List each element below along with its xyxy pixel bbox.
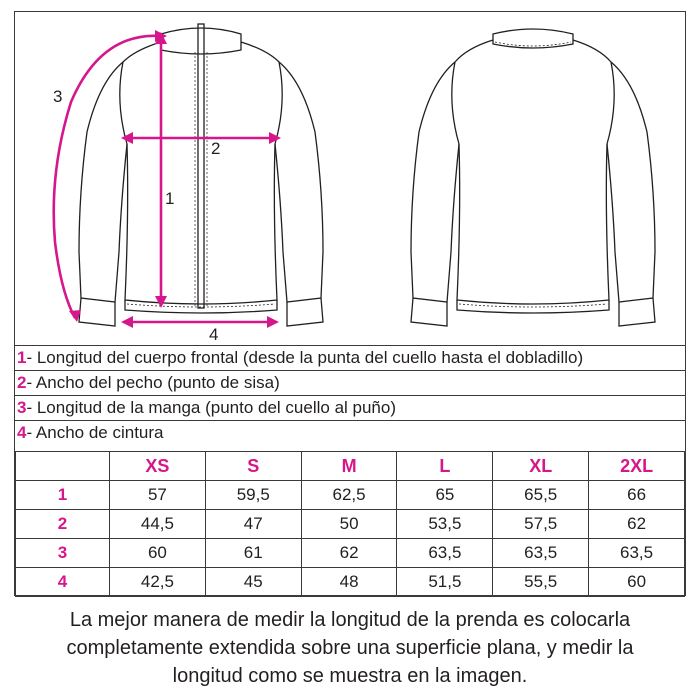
legend-num: 2 (17, 373, 27, 392)
front-collar (161, 28, 241, 54)
table-cell: 60 (589, 568, 685, 597)
table-cell: 61 (205, 539, 301, 568)
row-number: 3 (16, 539, 110, 568)
legend-num: 3 (17, 398, 27, 417)
arrow-sleeve-length (54, 36, 161, 318)
table-row (16, 510, 685, 539)
back-right-cuff (619, 298, 655, 326)
table-cell: 51,5 (397, 568, 493, 597)
table-cell: 42,5 (110, 568, 206, 597)
size-header-empty (16, 452, 110, 481)
table-cell: 47 (205, 510, 301, 539)
legend-text: - Longitud del cuerpo frontal (desde la punta del cuello hasta el dobladillo) (26, 348, 584, 367)
table-cell: 48 (301, 568, 397, 597)
front-left-cuff (79, 298, 115, 326)
legend-row-2 (15, 370, 685, 395)
table-cell: 53,5 (397, 510, 493, 539)
legend-num: 1 (17, 348, 27, 367)
row-number: 1 (16, 481, 110, 510)
table-cell: 65,5 (493, 481, 589, 510)
size-header-m: M (301, 452, 397, 481)
dim-label-2: 2 (211, 139, 221, 158)
size-header-s: S (205, 452, 301, 481)
measurement-arrows (54, 36, 275, 322)
size-table (15, 451, 685, 597)
legend-text: - Ancho de cintura (26, 423, 164, 442)
measuring-note (0, 606, 700, 690)
size-header-xs: XS (110, 452, 206, 481)
table-cell: 57 (110, 481, 206, 510)
table-cell: 62 (301, 539, 397, 568)
front-right-cuff (287, 298, 323, 326)
row-number: 4 (16, 568, 110, 597)
size-chart-frame (14, 11, 686, 596)
table-cell: 66 (589, 481, 685, 510)
dim-label-4: 4 (209, 325, 219, 344)
row-number: 2 (16, 510, 110, 539)
front-zipper (198, 24, 204, 308)
table-cell: 50 (301, 510, 397, 539)
table-cell: 65 (397, 481, 493, 510)
table-row (16, 481, 685, 510)
dim-label-1: 1 (165, 189, 175, 208)
table-cell: 57,5 (493, 510, 589, 539)
back-collar-stitch (495, 42, 571, 46)
size-header-xl: XL (493, 452, 589, 481)
legend-row-3 (15, 395, 685, 420)
table-cell: 44,5 (110, 510, 206, 539)
back-body-outline (452, 40, 614, 304)
note-line-2: completamente extendida sobre una superficie plana, y medir la (66, 637, 634, 659)
table-cell: 63,5 (397, 539, 493, 568)
size-header-2xl: 2XL (589, 452, 685, 481)
legend-text: - Longitud de la manga (punto del cuello al puño) (26, 398, 397, 417)
arrow-heads (69, 30, 281, 328)
table-cell: 45 (205, 568, 301, 597)
legend-row-1 (15, 345, 685, 370)
table-cell: 62,5 (301, 481, 397, 510)
jacket-illustration (15, 12, 685, 345)
size-header-row (16, 452, 685, 481)
table-row (16, 568, 685, 597)
note-line-3: longitud como se muestra en la imagen. (172, 665, 528, 687)
legend-text: - Ancho del pecho (punto de sisa) (26, 373, 280, 392)
table-cell: 55,5 (493, 568, 589, 597)
jacket-front-view (79, 24, 323, 326)
size-header-l: L (397, 452, 493, 481)
table-row (16, 539, 685, 568)
table-cell: 62 (589, 510, 685, 539)
table-cell: 63,5 (589, 539, 685, 568)
table-cell: 59,5 (205, 481, 301, 510)
jacket-back-view (411, 29, 655, 326)
back-collar (493, 29, 573, 48)
table-cell: 60 (110, 539, 206, 568)
back-left-cuff (411, 298, 447, 326)
legend-num: 4 (17, 423, 27, 442)
table-cell: 63,5 (493, 539, 589, 568)
front-body-outline (120, 42, 282, 304)
dim-label-3: 3 (53, 87, 63, 106)
legend-row-4 (15, 420, 685, 445)
note-line-1: La mejor manera de medir la longitud de la prenda es colocarla (69, 609, 631, 631)
